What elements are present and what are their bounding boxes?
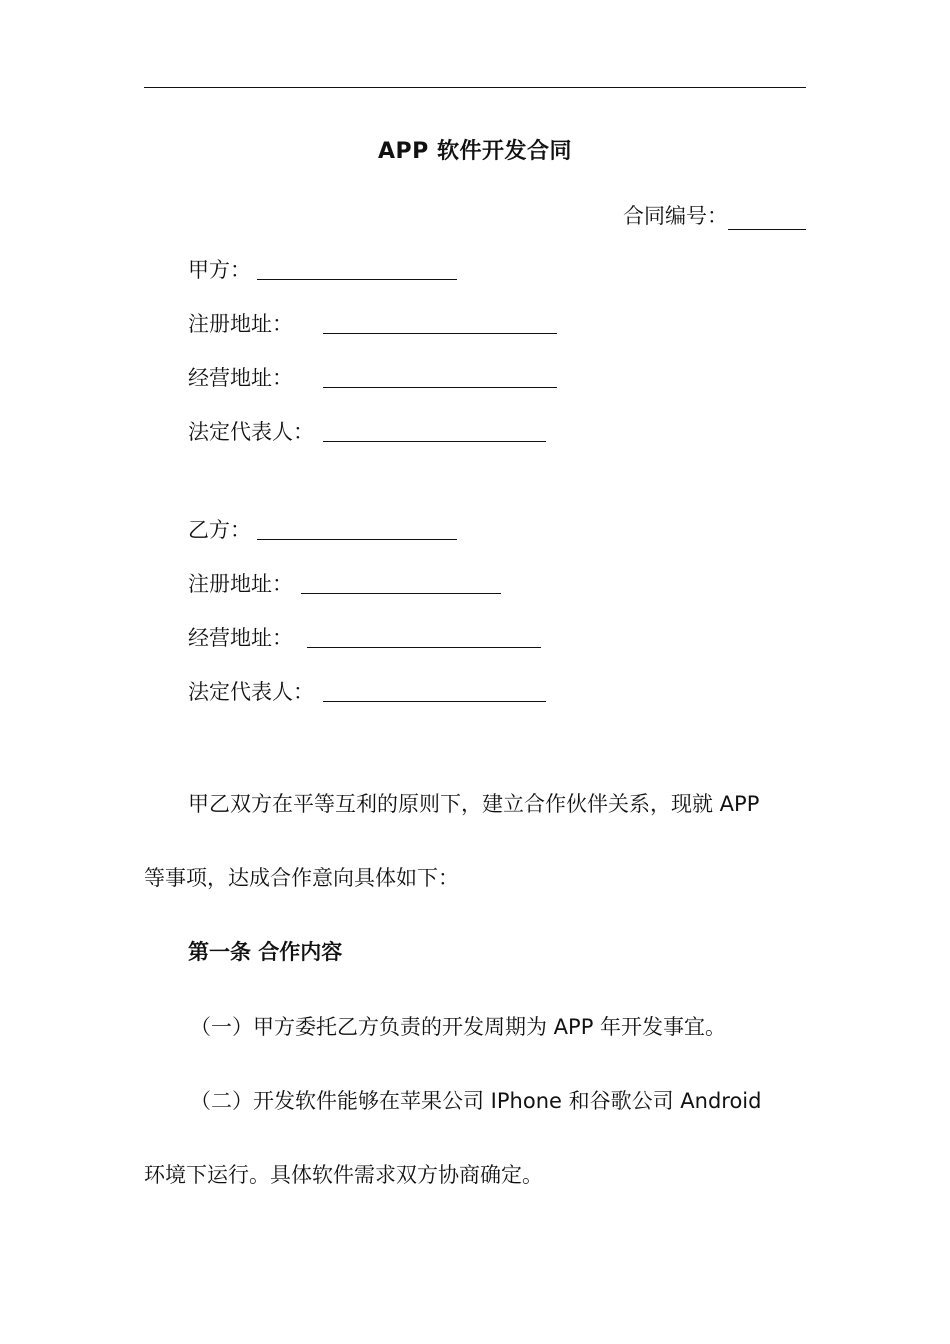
party-b-name-label: 乙方： (188, 518, 251, 542)
article-1-heading: 第一条 合作内容 (188, 940, 343, 964)
party-b-legal-rep-label: 法定代表人： (188, 680, 314, 704)
article-1-item-2-line1: （二）开发软件能够在苹果公司 IPhone 和谷歌公司 Android (190, 1089, 762, 1113)
party-a-biz-address-field (188, 362, 293, 392)
party-b-reg-address-field (188, 568, 293, 598)
party-b-legal-rep-field (188, 676, 314, 706)
party-b-reg-address-blank (301, 593, 501, 594)
contract-number-label: 合同编号： (623, 204, 728, 228)
party-a-reg-address-blank (323, 333, 557, 334)
party-b-legal-rep-blank (323, 701, 546, 702)
party-a-legal-rep-label: 法定代表人： (188, 420, 314, 444)
party-a-name-label: 甲方： (188, 258, 251, 282)
party-a-reg-address-field (188, 308, 293, 338)
party-b-biz-address-field (188, 622, 293, 652)
party-b-biz-address-label: 经营地址： (188, 626, 293, 650)
article-1-item-1: （一）甲方委托乙方负责的开发周期为 APP 年开发事宜。 (190, 1015, 727, 1039)
contract-number-blank (728, 207, 806, 230)
article-1-item-2-line2: 环境下运行。具体软件需求双方协商确定。 (144, 1163, 543, 1187)
intro-paragraph-line2: 等事项，达成合作意向具体如下： (144, 866, 459, 890)
party-b-name-field (188, 514, 251, 544)
party-a-name-blank (257, 279, 457, 280)
party-a-legal-rep-field (188, 416, 314, 446)
document-title: APP 软件开发合同 (378, 139, 572, 164)
header-rule (144, 87, 806, 88)
party-b-reg-address-label: 注册地址： (188, 572, 293, 596)
party-b-biz-address-blank (307, 647, 541, 648)
party-a-biz-address-blank (323, 387, 557, 388)
party-a-biz-address-label: 经营地址： (188, 366, 293, 390)
intro-paragraph-line1: 甲乙双方在平等互利的原则下，建立合作伙伴关系，现就 APP (188, 792, 760, 816)
party-a-legal-rep-blank (323, 441, 546, 442)
party-a-reg-address-label: 注册地址： (188, 312, 293, 336)
party-a-name-field (188, 254, 251, 284)
party-b-name-blank (257, 539, 457, 540)
contract-number-field (560, 200, 806, 230)
